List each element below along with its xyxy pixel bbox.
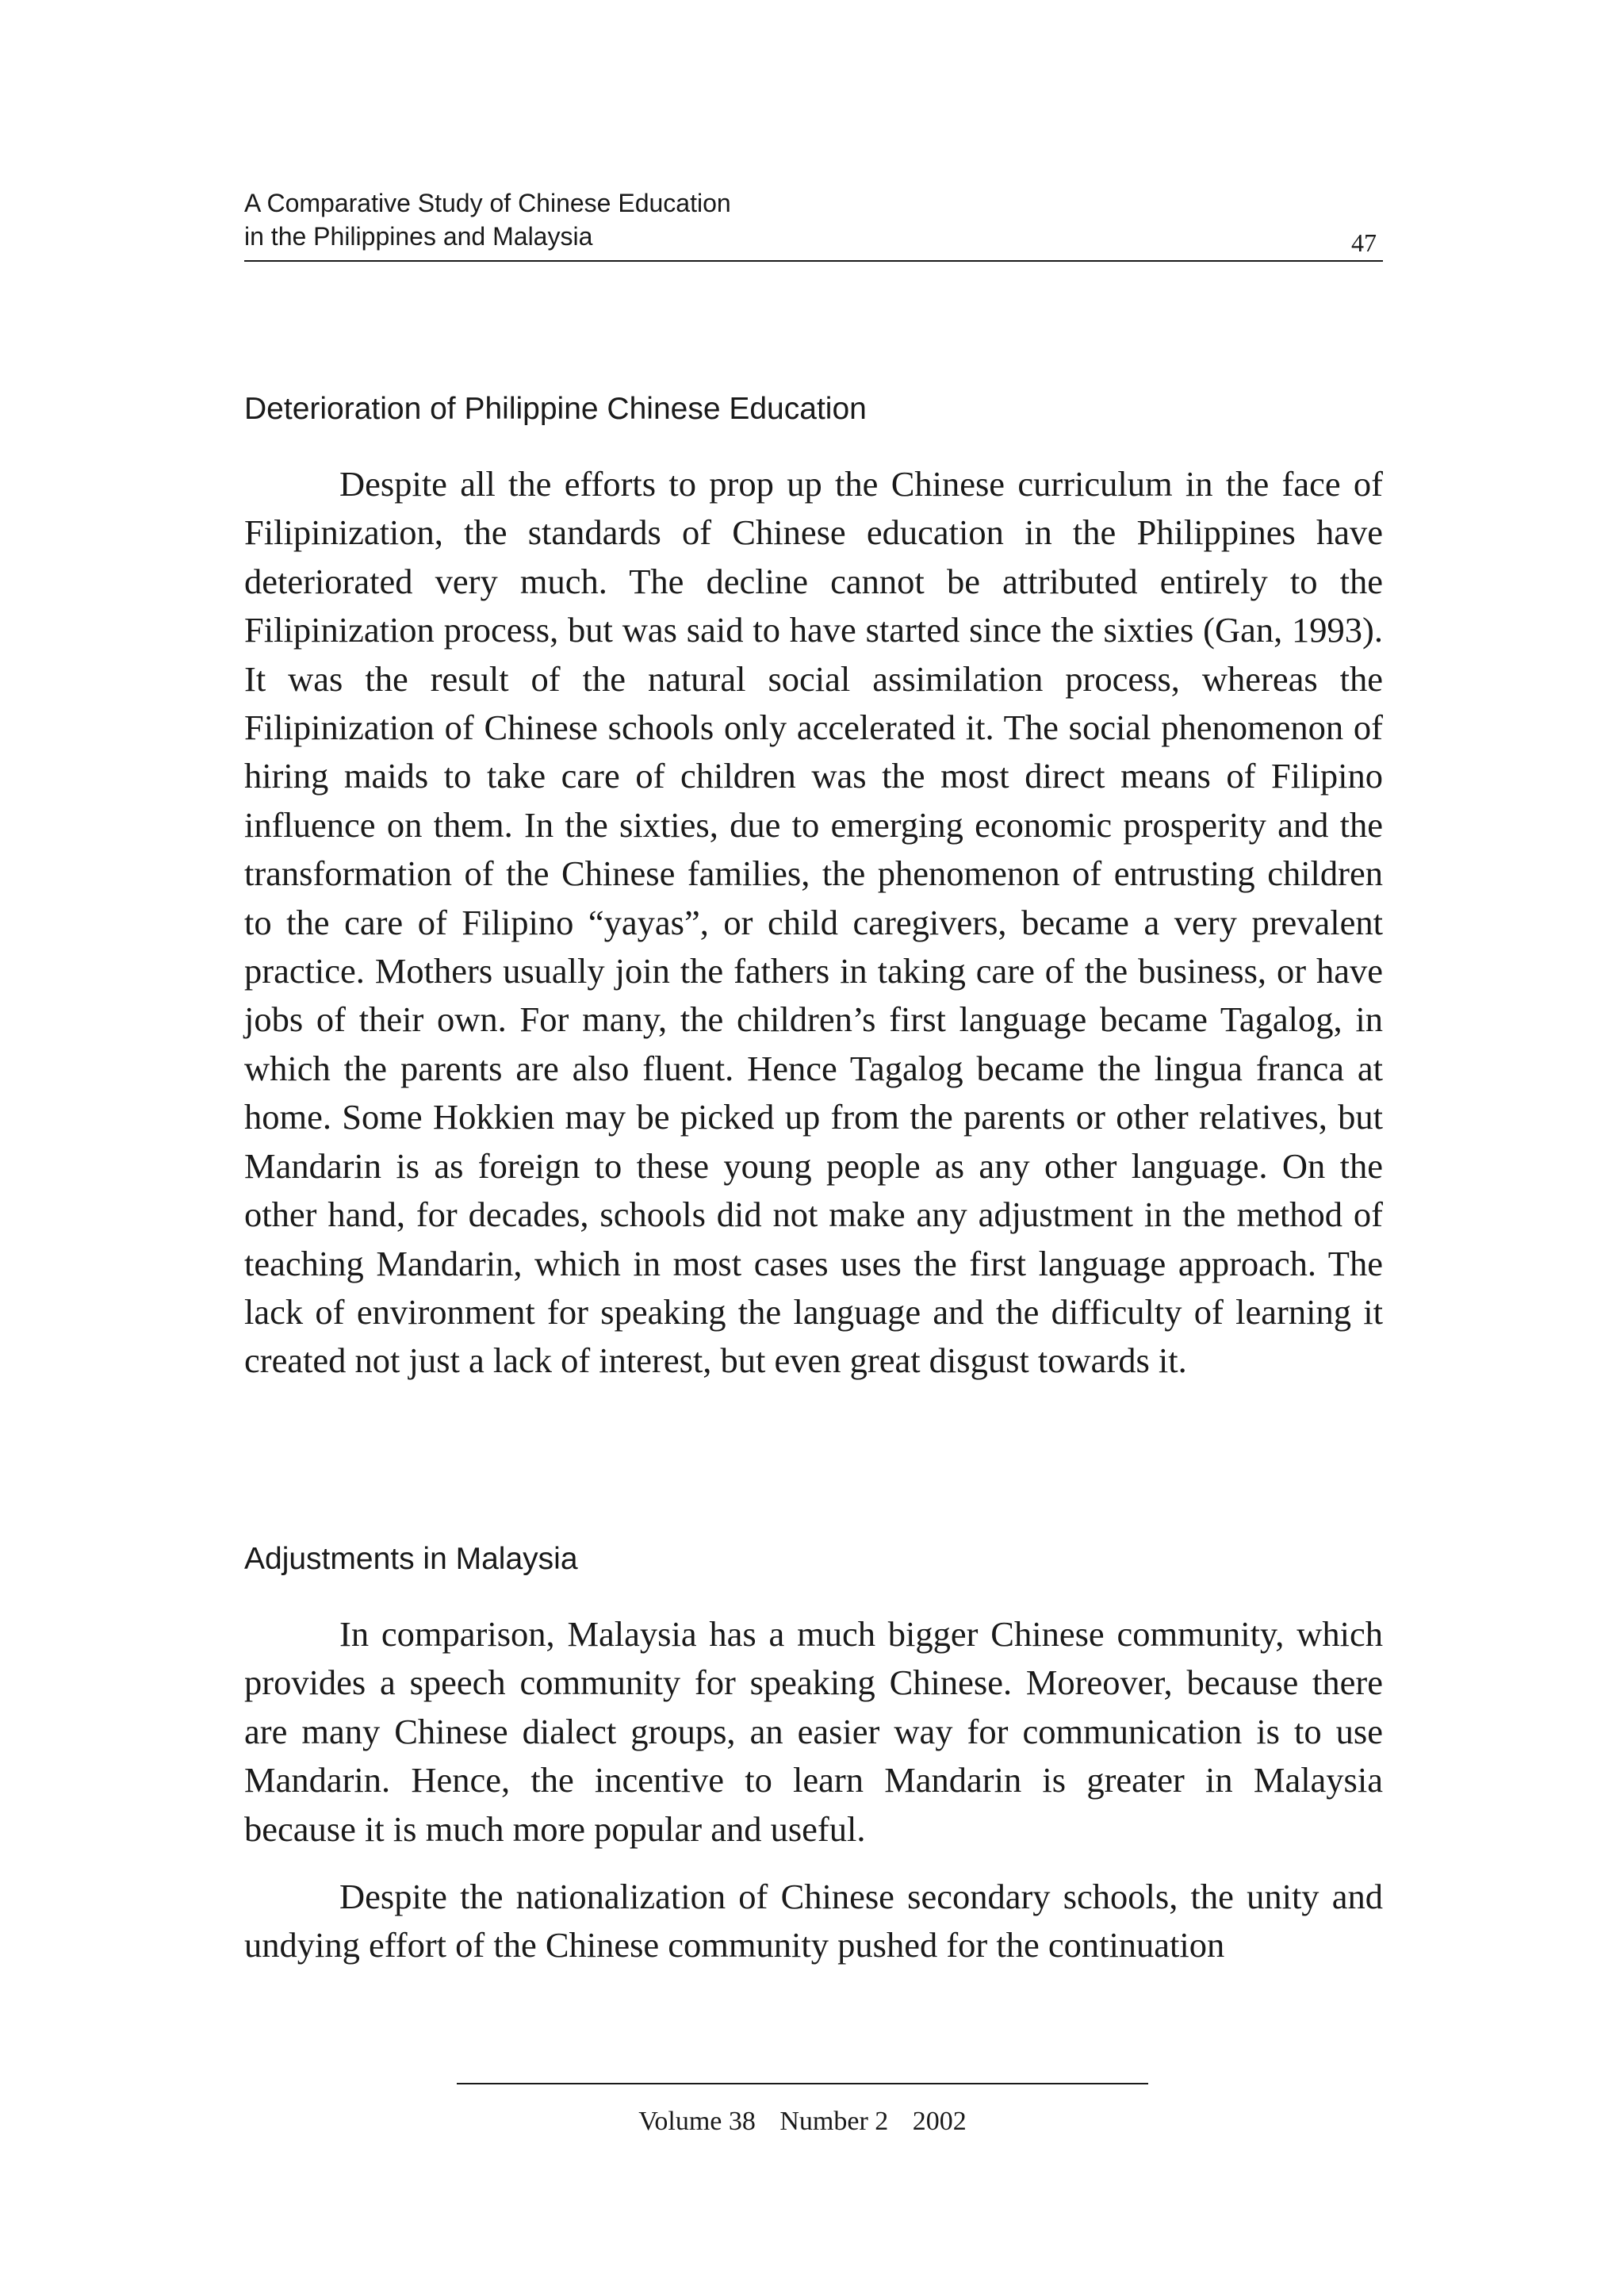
section-body-malaysia (244, 1610, 1383, 1970)
footer-rule (457, 2083, 1148, 2084)
running-head-title-line-2: in the Philippines and Malaysia (244, 222, 593, 251)
paragraph: Despite the nationalization of Chinese secondary schools, the unity and undying effort of the Chinese community pushed for the continuation (244, 1877, 1383, 1965)
section-heading-malaysia: Adjustments in Malaysia (244, 1542, 578, 1576)
paragraph: In comparison, Malaysia has a much bigger Chinese community, which provides a speech community for speaking Chinese. Moreover, because there are many Chinese dialect groups, an easier way for communication is to use Mandarin. Hence, the incentive to learn Mandarin is greater in Malaysia because it is much more popular and useful. (244, 1614, 1383, 1849)
page-number: 47 (1351, 228, 1377, 257)
running-head (244, 187, 1383, 263)
section-body-deterioration (244, 460, 1383, 1386)
journal-footer (457, 2105, 1148, 2138)
paragraph: Despite all the efforts to prop up the Chinese curriculum in the face of Filipinization, the standards of Chinese education in the Philippines have deteriorated very much. The decline cannot be attributed entirely to the Filipinization process, but was said to have started since the sixties (Gan, 1993). It was the result of the natural social assimilation process, whereas the Filipinization of Chinese schools only accelerated it. The social phenomenon of hiring maids to take care of children was the most direct means of Filipino influence on them. In the sixties, due to emerging economic prosperity and the transformation of the Chinese families, the phenomenon of entrusting children to the care of Filipino “yayas”, or child caregivers, became a very prevalent practice. Mothers usually join the fathers in taking care of the business, or have jobs of their own. For many, the children’s first language became Tagalog, in which the parents are also fluent. Hence Tagalog became the lingua franca at home. Some Hokkien may be picked up from the parents or other relatives, but Mandarin is as foreign to these young people as any other language. On the other hand, for decades, schools did not make any adjustment in the method of teaching Mandarin, which in most cases uses the first language approach. The lack of environment for speaking the language and the difficulty of learning it created not just a lack of interest, but even great disgust towards it. (244, 464, 1383, 1381)
footer-year: 2002 (912, 2107, 967, 2136)
footer-number: Number 2 (779, 2107, 889, 2136)
section-heading-deterioration: Deterioration of Philippine Chinese Education (244, 392, 867, 426)
footer-volume: Volume 38 (638, 2107, 756, 2136)
running-head-title-line-1: A Comparative Study of Chinese Education (244, 189, 731, 217)
running-head-rule (244, 260, 1383, 262)
